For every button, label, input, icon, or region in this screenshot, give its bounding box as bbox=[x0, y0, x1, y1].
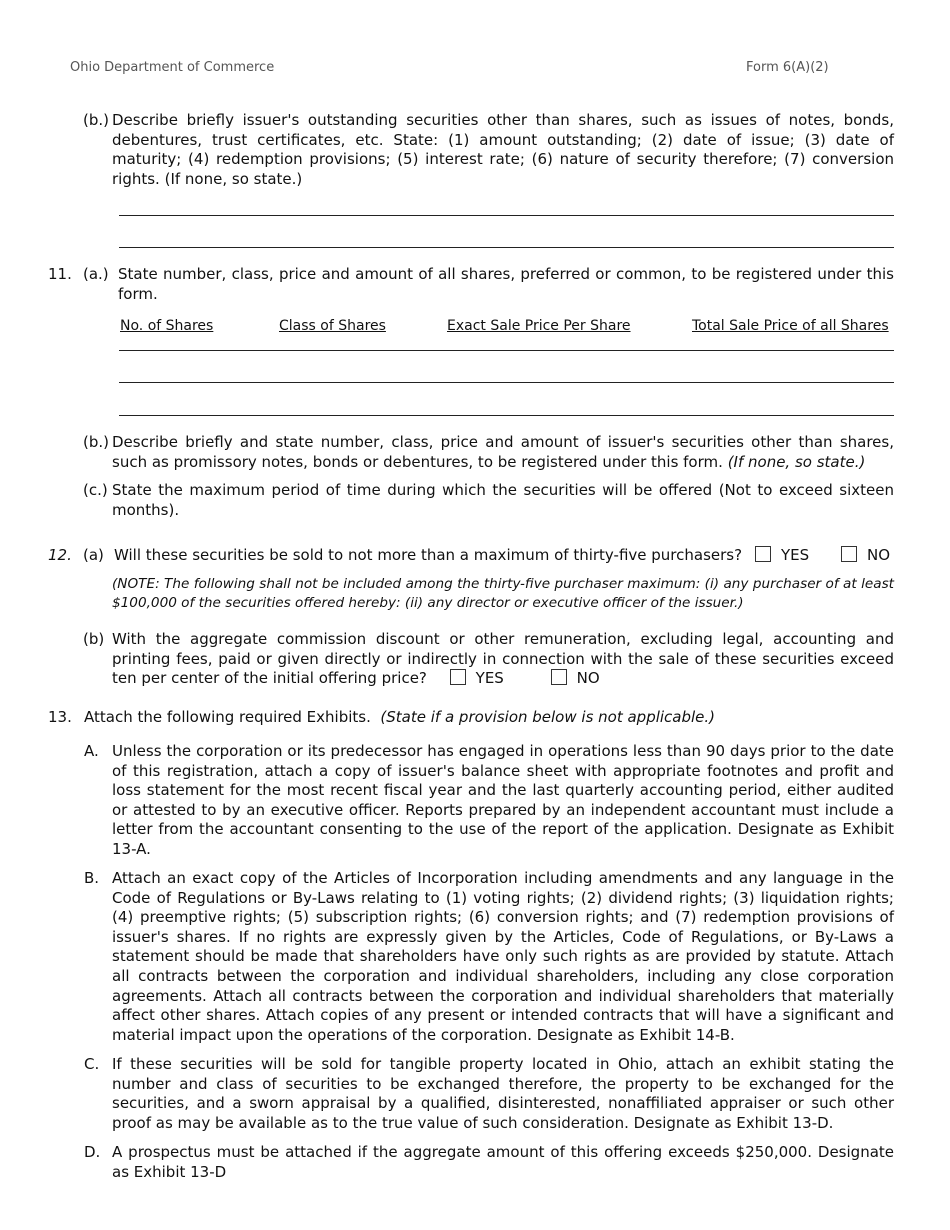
exhibit-a-text: Unless the corporation or its predecessor has engaged in operations less than 90 days prior to the date of this registration, attach a copy of issuer's balance sheet with appropriate footnotes and profit and loss statement for the most recent fiscal year and the last quarterly accounting period, either audited or attested to by an executive officer. Reports prepared by an independent accountant must include a letter from the accountant consenting to the use of the report of the application. Designate as Exhibit 13-A. bbox=[112, 742, 894, 858]
col-class-of-shares: Class of Shares bbox=[279, 318, 386, 334]
item-11b-body: Describe briefly and state number, class, price and amount of issuer's securities other than shares, such as promissory notes, bonds or debentures, to be registered under this form. bbox=[112, 433, 894, 471]
item-13-intro-note: (State if a provision below is not applicable.) bbox=[380, 708, 716, 726]
exhibit-d-text: A prospectus must be attached if the aggregate amount of this offering exceeds $250,000. Designate as Exhibit 13-D bbox=[112, 1143, 894, 1181]
yes-checkbox[interactable] bbox=[450, 669, 466, 685]
item-11-number: 11. bbox=[48, 265, 72, 283]
answer-line[interactable] bbox=[119, 415, 894, 416]
item-12a-text: Will these securities be sold to not more than a maximum of thirty-five purchasers? bbox=[114, 546, 743, 564]
no-label: NO bbox=[867, 546, 891, 564]
item-12a-yes-option[interactable] bbox=[755, 546, 809, 566]
item-12b-yes-option[interactable] bbox=[450, 669, 504, 689]
item-12b-body: With the aggregate commission discount or other remuneration, excluding legal, accounting and printing fees, paid or given directly or indirectly in connection with the sale of these securities exceed ten per center of the initial offering price? bbox=[112, 630, 894, 688]
item-11b-note: (If none, so state.) bbox=[727, 452, 866, 471]
item-12-number: 12. bbox=[48, 546, 72, 564]
exhibit-c-text: If these securities will be sold for tangible property located in Ohio, attach an exhibit stating the number and class of securities to be exchanged therefore, the property to be exchanged for the securities, and a sworn appraisal by a qualified, disinterested, nonaffiliated appraiser or such other proof as may be available as to the true value of such consideration. Designate as Exhibit 13-D. bbox=[112, 1055, 894, 1132]
item-11c-text: State the maximum period of time during which the securities will be offered (Not to exceed sixteen months). bbox=[112, 481, 894, 519]
item-11a-text: State number, class, price and amount of all shares, preferred or common, to be registered under this form. bbox=[118, 265, 894, 303]
item-12a-note: (NOTE: The following shall not be included among the thirty-five purchaser maximum: (i) any purchaser of at least $100,000 of the securities offered hereby: (ii) any director or executive officer of the issuer.) bbox=[112, 576, 894, 611]
exhibit-b-text: Attach an exact copy of the Articles of Incorporation including amendments and any language in the Code of Regulations or By-Laws relating to (1) voting rights; (2) dividend rights; (3) liquidation rights; (4) preemptive rights; (5) subscription rights; (6) conversion rights; and (7) redemption provisions of issuer's shares. If no rights are expressly given by the Articles, Code of Regulations, or By-Laws a statement should be made that shareholders have only such rights as are provided by statute. Attach all contracts between the corporation and individual shareholders, including any close corporation agreements. Attach all contracts between the corporation and individual shareholders that materially affect other shares. Attach copies of any present or intended contracts that will have a significant and material impact upon the operations of the corporation. Designate as Exhibit 14-B. bbox=[112, 869, 894, 1044]
form-id-header: Form 6(A)(2) bbox=[746, 60, 829, 75]
item-12b-label: (b) bbox=[83, 630, 105, 648]
exhibit-b-letter: B. bbox=[84, 869, 100, 887]
answer-line[interactable] bbox=[119, 247, 894, 248]
item-12b-no-option[interactable] bbox=[551, 669, 600, 689]
item-11b-label: (b.) bbox=[83, 433, 109, 451]
exhibit-d-letter: D. bbox=[84, 1143, 101, 1161]
answer-line[interactable] bbox=[119, 382, 894, 383]
item-11b-text bbox=[112, 433, 894, 472]
yes-label: YES bbox=[475, 669, 504, 688]
item-11c-label: (c.) bbox=[83, 481, 108, 499]
no-label: NO bbox=[576, 669, 600, 688]
exhibit-c-letter: C. bbox=[84, 1055, 100, 1073]
col-no-of-shares: No. of Shares bbox=[120, 318, 214, 334]
item-13-intro-text: Attach the following required Exhibits. bbox=[84, 708, 371, 726]
answer-line[interactable] bbox=[119, 350, 894, 351]
exhibit-a-letter: A. bbox=[84, 742, 99, 760]
item-11a-label: (a.) bbox=[83, 265, 109, 283]
item-13-intro bbox=[84, 708, 715, 728]
no-checkbox[interactable] bbox=[551, 669, 567, 685]
item-10b-text: Describe briefly issuer's outstanding securities other than shares, such as issues of notes, bonds, debentures, trust certificates, etc. State: (1) amount outstanding; (2) date of issue; (3) date of maturity; (4) redemption provisions; (5) interest rate; (6) nature of security therefore; (7) conversion rights. (If none, so state.) bbox=[112, 111, 894, 188]
answer-line[interactable] bbox=[119, 215, 894, 216]
yes-label: YES bbox=[781, 546, 810, 564]
item-10b-label: (b.) bbox=[83, 111, 109, 129]
yes-checkbox[interactable] bbox=[755, 546, 771, 562]
no-checkbox[interactable] bbox=[841, 546, 857, 562]
item-12a-label: (a) bbox=[83, 546, 104, 564]
col-total-sale-price: Total Sale Price of all Shares bbox=[692, 318, 889, 334]
item-12a-no-option[interactable] bbox=[841, 546, 890, 566]
item-12b-text bbox=[112, 630, 894, 689]
item-13-number: 13. bbox=[48, 708, 72, 726]
col-exact-sale-price: Exact Sale Price Per Share bbox=[447, 318, 631, 334]
agency-header: Ohio Department of Commerce bbox=[70, 60, 275, 75]
